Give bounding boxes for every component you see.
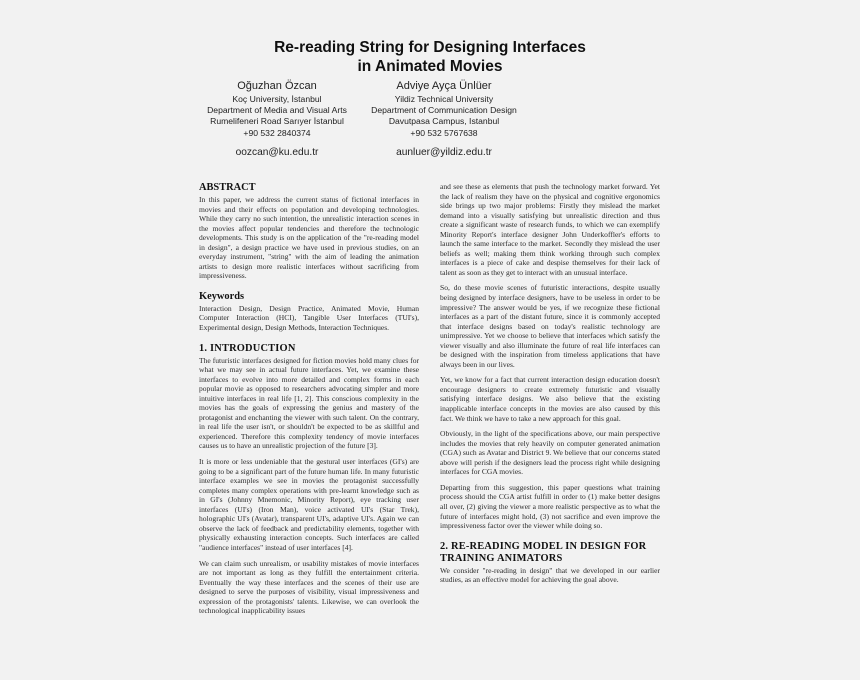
keywords-heading: Keywords — [199, 290, 245, 302]
author-block-2 — [344, 79, 544, 159]
author-department: Department of Communication Design — [371, 105, 517, 116]
paragraph: Yet, we know for a fact that current interaction design education doesn't encourage designers to create extremely futuristic and visually satisfying interface designs. We also believe that the existing inapplicable interface concepts in the movies are also caused by this fact. We think we have to take a new approach for this goal. — [440, 375, 660, 423]
introduction-heading: 1. INTRODUCTION — [199, 342, 296, 354]
author-department: Department of Media and Visual Arts — [207, 105, 347, 116]
section-2-heading — [440, 541, 660, 565]
left-column — [199, 182, 419, 622]
author-affiliation: Koç University, İstanbul — [232, 94, 322, 104]
paragraph: We consider "re-reading in design" that we developed in our earlier studies, as an effective model for achieving the goal above. — [440, 565, 660, 585]
paragraph: We can claim such unrealism, or usability mistakes of movie interfaces are not important as long as they fulfill the entertainment criteria. Eventually the way these interfaces and the scenes of their use are designed to serve the purposes of visibility, visual impressiveness and expression of the protagonists' talents. Likewise, we can overlook the technological inapplicability issues — [199, 558, 419, 616]
paragraph: and see these as elements that push the technology market forward. Yet the lack of realism they have on the physical and cognitive ergonomics side brings up two major problems: Firstly they mislead the market demand into a visually satisfying but unrealistic direction and thus create a significant waste of research funds, to which we can exemplify Minority Report's interface designer John Underkoffler's efforts to launch the same interface to the market. Secondly they mislead the user beliefs as well; making them think working through such complex interfaces is a piece of cake and despise themselves for their lack of talent as soon as they get to interact with an unusual interface. — [440, 182, 660, 277]
paragraph: So, do these movie scenes of futuristic interactions, despite usually being designed by interface designers, have to be useless in order to be impressive? The answer would be yes, if we recognize these fictional interfaces as a part of the distant future, since it is commonly accepted that interface designs based on today's realistic technology are unimpressive. Yet we choose to believe that interfaces which satisfy the viewer visually and also illuminate the future of real life interfaces can be designed with the inspiration from timeless applications that have always been in our lives. — [440, 283, 660, 369]
author-phone: +90 532 5767638 — [410, 127, 478, 138]
paragraph: Departing from this suggestion, this paper questions what training process should the CGA artist fulfill in order to (1) make better designs all over, (2) giving the viewer a more realistic perspective as to what the future of interfaces might hold, (3) not sacrifice and even improve the impressiveness factor over the viewer while doing so. — [440, 482, 660, 531]
author-address: Davutpasa Campus, Istanbul — [388, 116, 500, 127]
abstract-text: In this paper, we address the current status of fictional interfaces in movies and their effects on population and developing technologies. While they carry no such intention, the unrealistic interaction scenes in the movies affect popular tendencies and therefore the technologic developments. This study is on the application of the "re-reading model in design", a design practice we have used in previous studies, on an everyday instrument, "string" with the aim of leading the animation artists to design more realistic interfaces without sacrificing from impressiveness. — [199, 195, 419, 281]
author-email: aunluer@yildiz.edu.tr — [396, 146, 492, 158]
keywords-text: Interaction Design, Design Practice, Animated Movie, Human Computer Interaction (HCI), Tangible User Interfaces (TUI's), Experimental design, Design Methods, Interaction Techniques. — [199, 303, 419, 333]
paragraph: It is more or less undeniable that the gestural user interfaces (GI's) are going to be a significant part of the future human life. In many futuristic interface examples we see in movies the protagonist successfully completes many complex operations with pre-learnt knowledge such as in GI's (Johnny Mnemonic, Minority Report), eye tracking user interfaces (UI's) (Iron Man), voice activated UI's (Star Trek), holographic UI's (Avatar), transparent UI's, adaptive UI's. Again we can observe the lack of feedback and predictability elements, together with physically exhausting interaction concepts. Such interfaces are called "audience interfaces" instead of user interfaces [4]. — [199, 457, 419, 552]
paper-title-line-1: Re-reading String for Designing Interfaces — [274, 39, 586, 56]
paragraph: Obviously, in the light of the specifications above, our main perspective includes the movies that rely heavily on computer generated animation (CGA) such as Avatar and District 9. We believe that our concerns stated above will perish if the designers lead the process right while designing interfaces for CGA movies. — [440, 429, 660, 477]
paper-title — [0, 38, 860, 76]
right-column — [440, 182, 660, 591]
author-phone: +90 532 2840374 — [243, 127, 311, 138]
author-email: oozcan@ku.edu.tr — [235, 146, 319, 158]
section-2-heading-line-2: TRAINING ANIMATORS — [440, 552, 563, 564]
author-address: Rumelifeneri Road Sarıyer İstanbul — [210, 116, 344, 127]
section-2-heading-line-1: 2. RE-READING MODEL IN DESIGN FOR — [440, 540, 647, 552]
paragraph: The futuristic interfaces designed for fiction movies hold many clues for what we may see in actual future interfaces. Yet, we examine these interfaces to evolve into more detailed and complex forms in each popular movie as opposed to researchers advocating simpler and more intuitive interfaces in real life [1, 2]. This conscious complexity in the movies has the goals of expressing the genius and mastery of the protagonist and enchanting the viewer with such talent. On the contrary, in real life the user isn't, or shouldn't be expected to be as skillful and experienced. Therefore this complexity tendency of movie interfaces causes us to have an unrealistic projection of the future [3]. — [199, 355, 419, 451]
author-affiliation: Yildiz Technical University — [394, 94, 494, 104]
abstract-heading: ABSTRACT — [199, 182, 256, 193]
author-name: Oğuzhan Özcan — [237, 80, 317, 92]
author-name: Adviye Ayça Ünlüer — [396, 80, 492, 92]
paper-title-line-2: in Animated Movies — [357, 58, 503, 75]
